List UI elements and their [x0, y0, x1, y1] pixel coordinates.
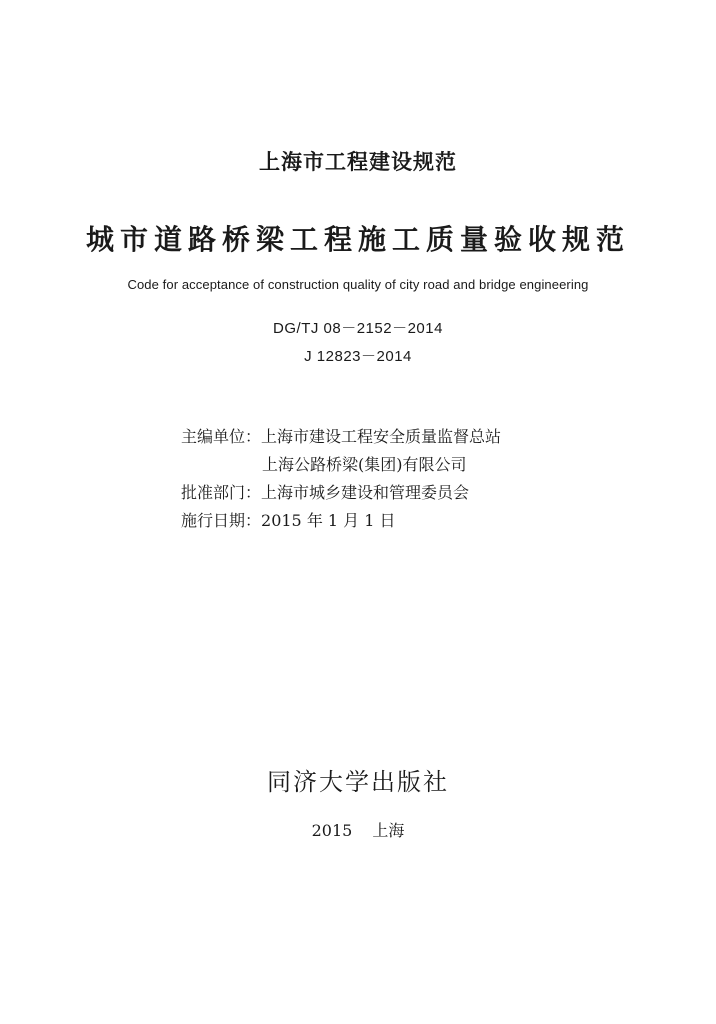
approval-label: 批准部门：: [181, 483, 262, 502]
chief-editor-label: 主编单位：: [181, 427, 262, 446]
main-title: 城市道路桥梁工程施工质量验收规范: [85, 223, 630, 256]
chief-editor-row: [181, 423, 501, 451]
chief-editor-row-2: [181, 451, 501, 479]
series-title: 上海市工程建设规范: [259, 150, 457, 174]
publication-city: 上海: [372, 821, 405, 840]
effective-date-label: 施行日期：: [181, 511, 262, 530]
approval-value: 上海市城乡建设和管理委员会: [261, 483, 470, 502]
standard-number: DG/TJ 08－2152－2014: [273, 320, 443, 337]
chief-editor-org-2: 上海公路桥梁(集团)有限公司: [262, 455, 467, 474]
publication-year: 2015: [311, 821, 353, 840]
chief-editor-org-1: 上海市建设工程安全质量监督总站: [261, 427, 502, 446]
info-block: [181, 423, 501, 535]
publication-line: [0, 818, 716, 841]
record-number: J 12823－2014: [304, 348, 412, 365]
publisher-name: 同济大学出版社: [267, 768, 449, 796]
english-title: Code for acceptance of construction quality of city road and bridge engineering: [127, 277, 589, 292]
approval-row: [181, 479, 501, 507]
effective-date-value: 2015 年 1 月 1 日: [261, 511, 396, 530]
effective-date-row: [181, 507, 501, 535]
